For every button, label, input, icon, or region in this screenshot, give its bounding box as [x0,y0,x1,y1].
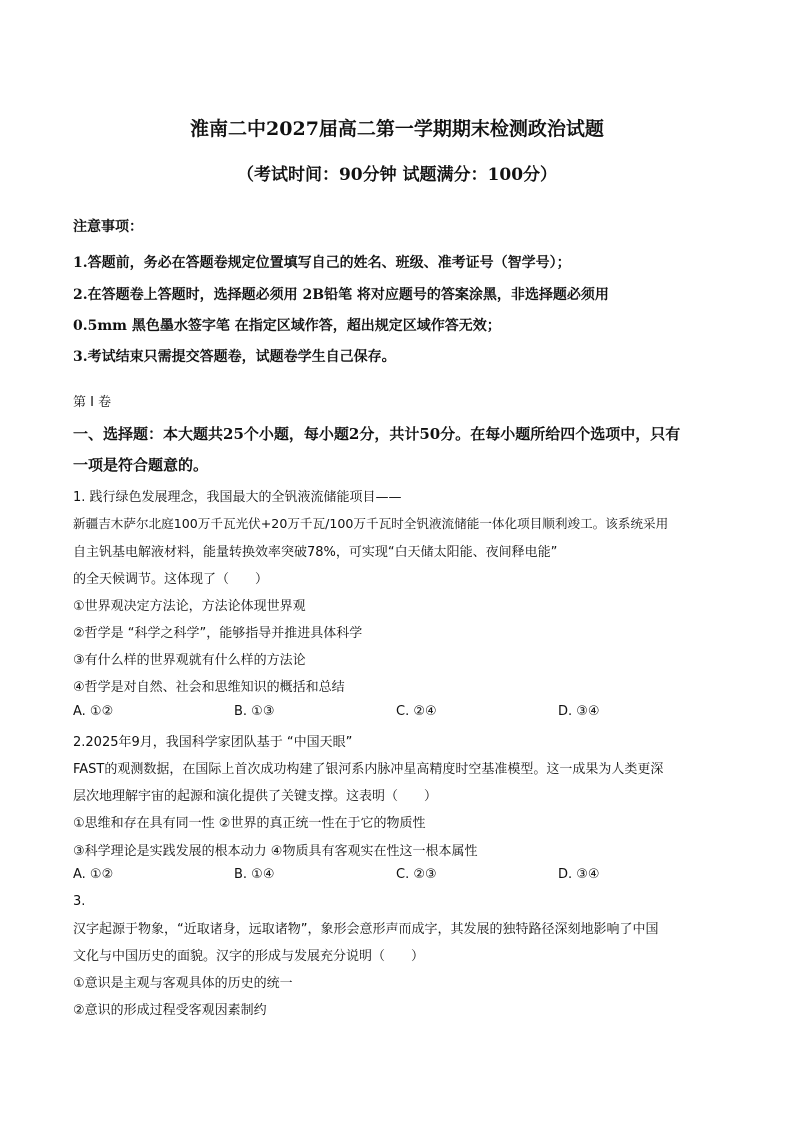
question-stem: 文化与中国历史的面貌。汉字的形成与发展充分说明（ ） [73,949,425,964]
option-a[interactable]: A. ①② [73,704,114,719]
question-item: ②哲学是 “科学之科学”，能够指导并推进具体科学 [73,626,363,641]
question-stem: 汉字起源于物象，“近取诸身，远取诸物”，象形会意形声而成字，其发展的独特路径深刻地影响了中国 [73,922,659,937]
section-heading: 一、选择题：本大题共25个小题，每小题2分，共计50分。在每小题所给四个选项中，只有 [73,425,681,443]
notice-line: 1.答题前，务必在答题卷规定位置填写自己的姓名、班级、准考证号（智学号）； [73,255,571,271]
notice-heading: 注意事项： [73,219,143,235]
exam-title: 淮南二中2027届高二第一学期期末检测政治试题 [190,118,604,140]
section-heading-cont: 一项是符合题意的。 [73,456,209,474]
question-item: ①意识是主观与客观具体的历史的统一 [73,976,293,991]
question-stem: 1. 践行绿色发展理念，我国最大的全钒液流储能项目—— [73,490,402,505]
exam-subtitle: （考试时间：90分钟 试题满分：100分） [236,165,558,185]
option-d[interactable]: D. ③④ [558,704,600,719]
notice-line: 0.5mm 黑色墨水签字笔 在指定区域作答，超出规定区域作答无效； [73,318,501,334]
option-a[interactable]: A. ①② [73,867,114,882]
question-item: ④哲学是对自然、社会和思维知识的概括和总结 [73,680,345,695]
question-item: ①思维和存在具有同一性 ②世界的真正统一性在于它的物质性 [73,816,426,831]
option-b[interactable]: B. ①③ [234,704,275,719]
option-b[interactable]: B. ①④ [234,867,275,882]
option-d[interactable]: D. ③④ [558,867,600,882]
question-stem: 3. [73,894,86,909]
notice-line: 3.考试结束只需提交答题卷，试题卷学生自己保存。 [73,349,396,365]
option-c[interactable]: C. ②④ [396,704,437,719]
question-stem: 层次地理解宇宙的起源和演化提供了关键支撑。这表明（ ） [73,789,438,804]
question-item: ②意识的形成过程受客观因素制约 [73,1003,267,1018]
option-c[interactable]: C. ②③ [396,867,437,882]
question-stem: 2.2025年9月，我国科学家团队基于 “中国天眼” [73,735,353,750]
question-item: ①世界观决定方法论，方法论体现世界观 [73,599,306,614]
question-stem: FAST的观测数据，在国际上首次成功构建了银河系内脉冲星高精度时空基准模型。这一成果为人类更深 [73,762,664,777]
volume-label: 第 I 卷 [73,395,112,410]
question-stem: 自主钒基电解液材料，能量转换效率突破78%，可实现“白天储太阳能、夜间释电能” [73,545,558,560]
question-item: ③科学理论是实践发展的根本动力 ④物质具有客观实在性这一根本属性 [73,844,478,859]
question-stem: 新疆吉木萨尔北庭100万千瓦光伏+20万千瓦/100万千瓦时全钒液流储能一体化项目顺利竣工。该系统采用 [73,516,669,531]
question-stem: 的全天候调节。这体现了（ ） [73,572,269,587]
question-item: ③有什么样的世界观就有什么样的方法论 [73,653,306,668]
notice-line: 2.在答题卷上答题时，选择题必须用 2B铅笔 将对应题号的答案涂黑，非选择题必须用 [73,287,609,303]
